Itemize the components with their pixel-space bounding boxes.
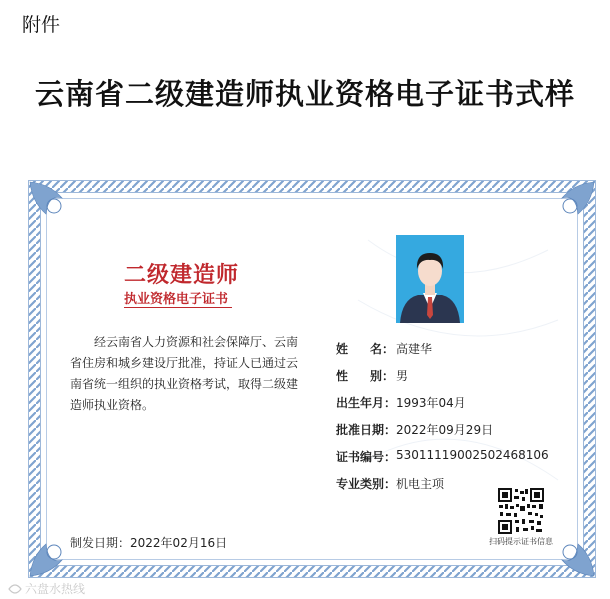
issue-date: 制发日期：2022年02月16日 <box>70 536 228 550</box>
certificate-statement: 经云南省人力资源和社会保障厅、云南省住房和城乡建设厅批准，持证人已通过云南省统一组织的执业资格考试，取得二级建造师执业资格。 <box>70 335 299 412</box>
certificate-subtitle: 执业资格电子证书 <box>124 292 229 307</box>
field-value: 2022年09月29日 <box>396 423 494 437</box>
field-value: 1993年04月 <box>396 396 466 410</box>
subtitle-underline <box>124 307 232 308</box>
field-value: 男 <box>396 369 409 383</box>
field-label: 证书编号： <box>336 450 397 464</box>
attachment-label: 附件 <box>22 14 61 36</box>
field-label: 性 别： <box>336 369 394 383</box>
field-label: 姓 名： <box>336 342 394 356</box>
field-value: 机电主项 <box>396 477 445 491</box>
qr-caption: 扫码提示证书信息 <box>489 537 553 546</box>
field-label: 出生年月： <box>336 396 397 410</box>
page-title: 云南省二级建造师执业资格电子证书式样 <box>34 77 575 111</box>
qr-code-icon[interactable] <box>498 488 544 534</box>
watermark-text: 六盘水热线 <box>25 582 86 596</box>
field-label: 专业类别： <box>336 477 397 491</box>
certificate-name: 二级建造师 <box>124 263 240 288</box>
certificate <box>28 180 596 578</box>
field-value: 高建华 <box>396 342 433 356</box>
watermark-logo-icon <box>8 583 22 595</box>
watermark <box>8 580 85 597</box>
field-value: 53011119002502468106 <box>396 448 549 462</box>
holder-photo <box>396 235 464 323</box>
person-avatar-icon <box>396 235 464 323</box>
field-label: 批准日期： <box>336 423 397 437</box>
